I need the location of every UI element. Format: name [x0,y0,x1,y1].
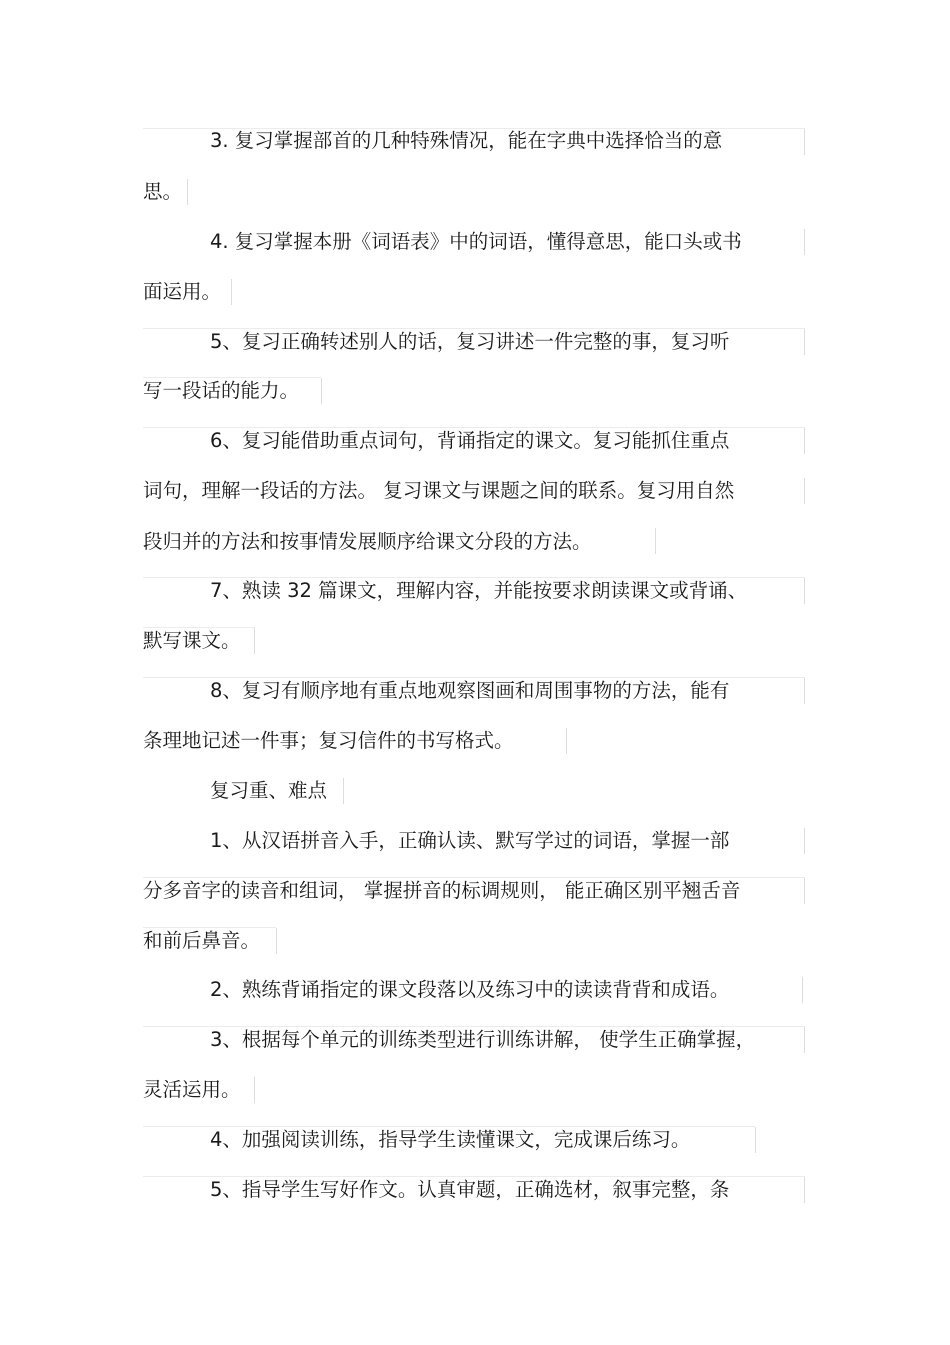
scan-tick [804,129,805,155]
scan-rule [143,627,255,628]
text-line: 3、根据每个单元的训练类型进行训练讲解， 使学生正确掌握， [210,1028,756,1051]
scan-rule [143,677,805,678]
text-line: 分多音字的读音和组词， 掌握拼音的标调规则， 能正确区别平翘舌音 [143,879,741,902]
scan-tick [343,778,344,804]
text-line: 灵活运用。 [143,1078,241,1101]
text-line: 1、从汉语拼音入手，正确认读、默写学过的词语，掌握一部 [210,829,730,852]
text-line: 条理地记述一件事；复习信件的书写格式。 [143,729,514,752]
scan-tick [254,628,255,654]
scan-tick [804,229,805,255]
scan-tick [804,1027,805,1053]
scan-rule [143,577,805,578]
scan-tick [655,528,656,554]
text-line: 词句，理解一段话的方法。 复习课文与课题之间的联系。复习用自然 [143,479,735,502]
text-line: 默写课文。 [143,629,241,652]
scan-tick [566,728,567,754]
text-line: 面运用。 [143,280,222,303]
text-line: 段归并的方法和按事情发展顺序给课文分段的方法。 [143,530,592,553]
scan-tick [804,828,805,854]
scan-tick [804,478,805,504]
text-line: 5、复习正确转述别人的话，复习讲述一件完整的事，复习听 [210,330,730,353]
section-heading: 复习重、难点 [210,779,328,802]
text-line: 写一段话的能力。 [143,379,300,402]
scan-tick [187,179,188,205]
text-line: 7、熟读 32 篇课文，理解内容，并能按要求朗读课文或背诵、 [210,579,748,602]
scan-tick [802,977,803,1003]
scan-tick [804,678,805,704]
scan-rule [143,877,805,878]
text-line: 8、复习有顺序地有重点地观察图画和周围事物的方法，能有 [210,679,730,702]
text-line: 和前后鼻音。 [143,929,261,952]
scan-rule [143,1026,805,1027]
scan-tick [804,578,805,604]
scan-tick [321,378,322,404]
scan-tick [755,1127,756,1153]
scan-tick [254,1077,255,1103]
scan-rule [143,427,805,428]
scan-rule [143,377,321,378]
scan-tick [804,329,805,355]
text-line: 4、加强阅读训练，指导学生读懂课文，完成课后练习。 [210,1128,691,1151]
scan-rule [143,927,276,928]
scan-rule [143,128,805,129]
text-line: 2、熟练背诵指定的课文段落以及练习中的读读背背和成语。 [210,978,730,1001]
scan-rule [143,328,805,329]
scan-tick [231,279,232,305]
text-line: 4. 复习掌握本册《词语表》中的词语，懂得意思，能口头或书 [210,230,742,253]
scan-tick [804,878,805,904]
scan-rule [143,1176,805,1177]
scan-tick [804,1177,805,1203]
text-line: 3. 复习掌握部首的几种特殊情况，能在字典中选择恰当的意 [210,129,723,152]
text-line: 思。 [143,180,183,203]
text-line: 6、复习能借助重点词句，背诵指定的课文。复习能抓住重点 [210,429,730,452]
scan-tick [804,428,805,454]
scan-rule [143,1126,755,1127]
text-line: 5、指导学生写好作文。认真审题，正确选材，叙事完整，条 [210,1178,730,1201]
scan-tick [276,928,277,954]
